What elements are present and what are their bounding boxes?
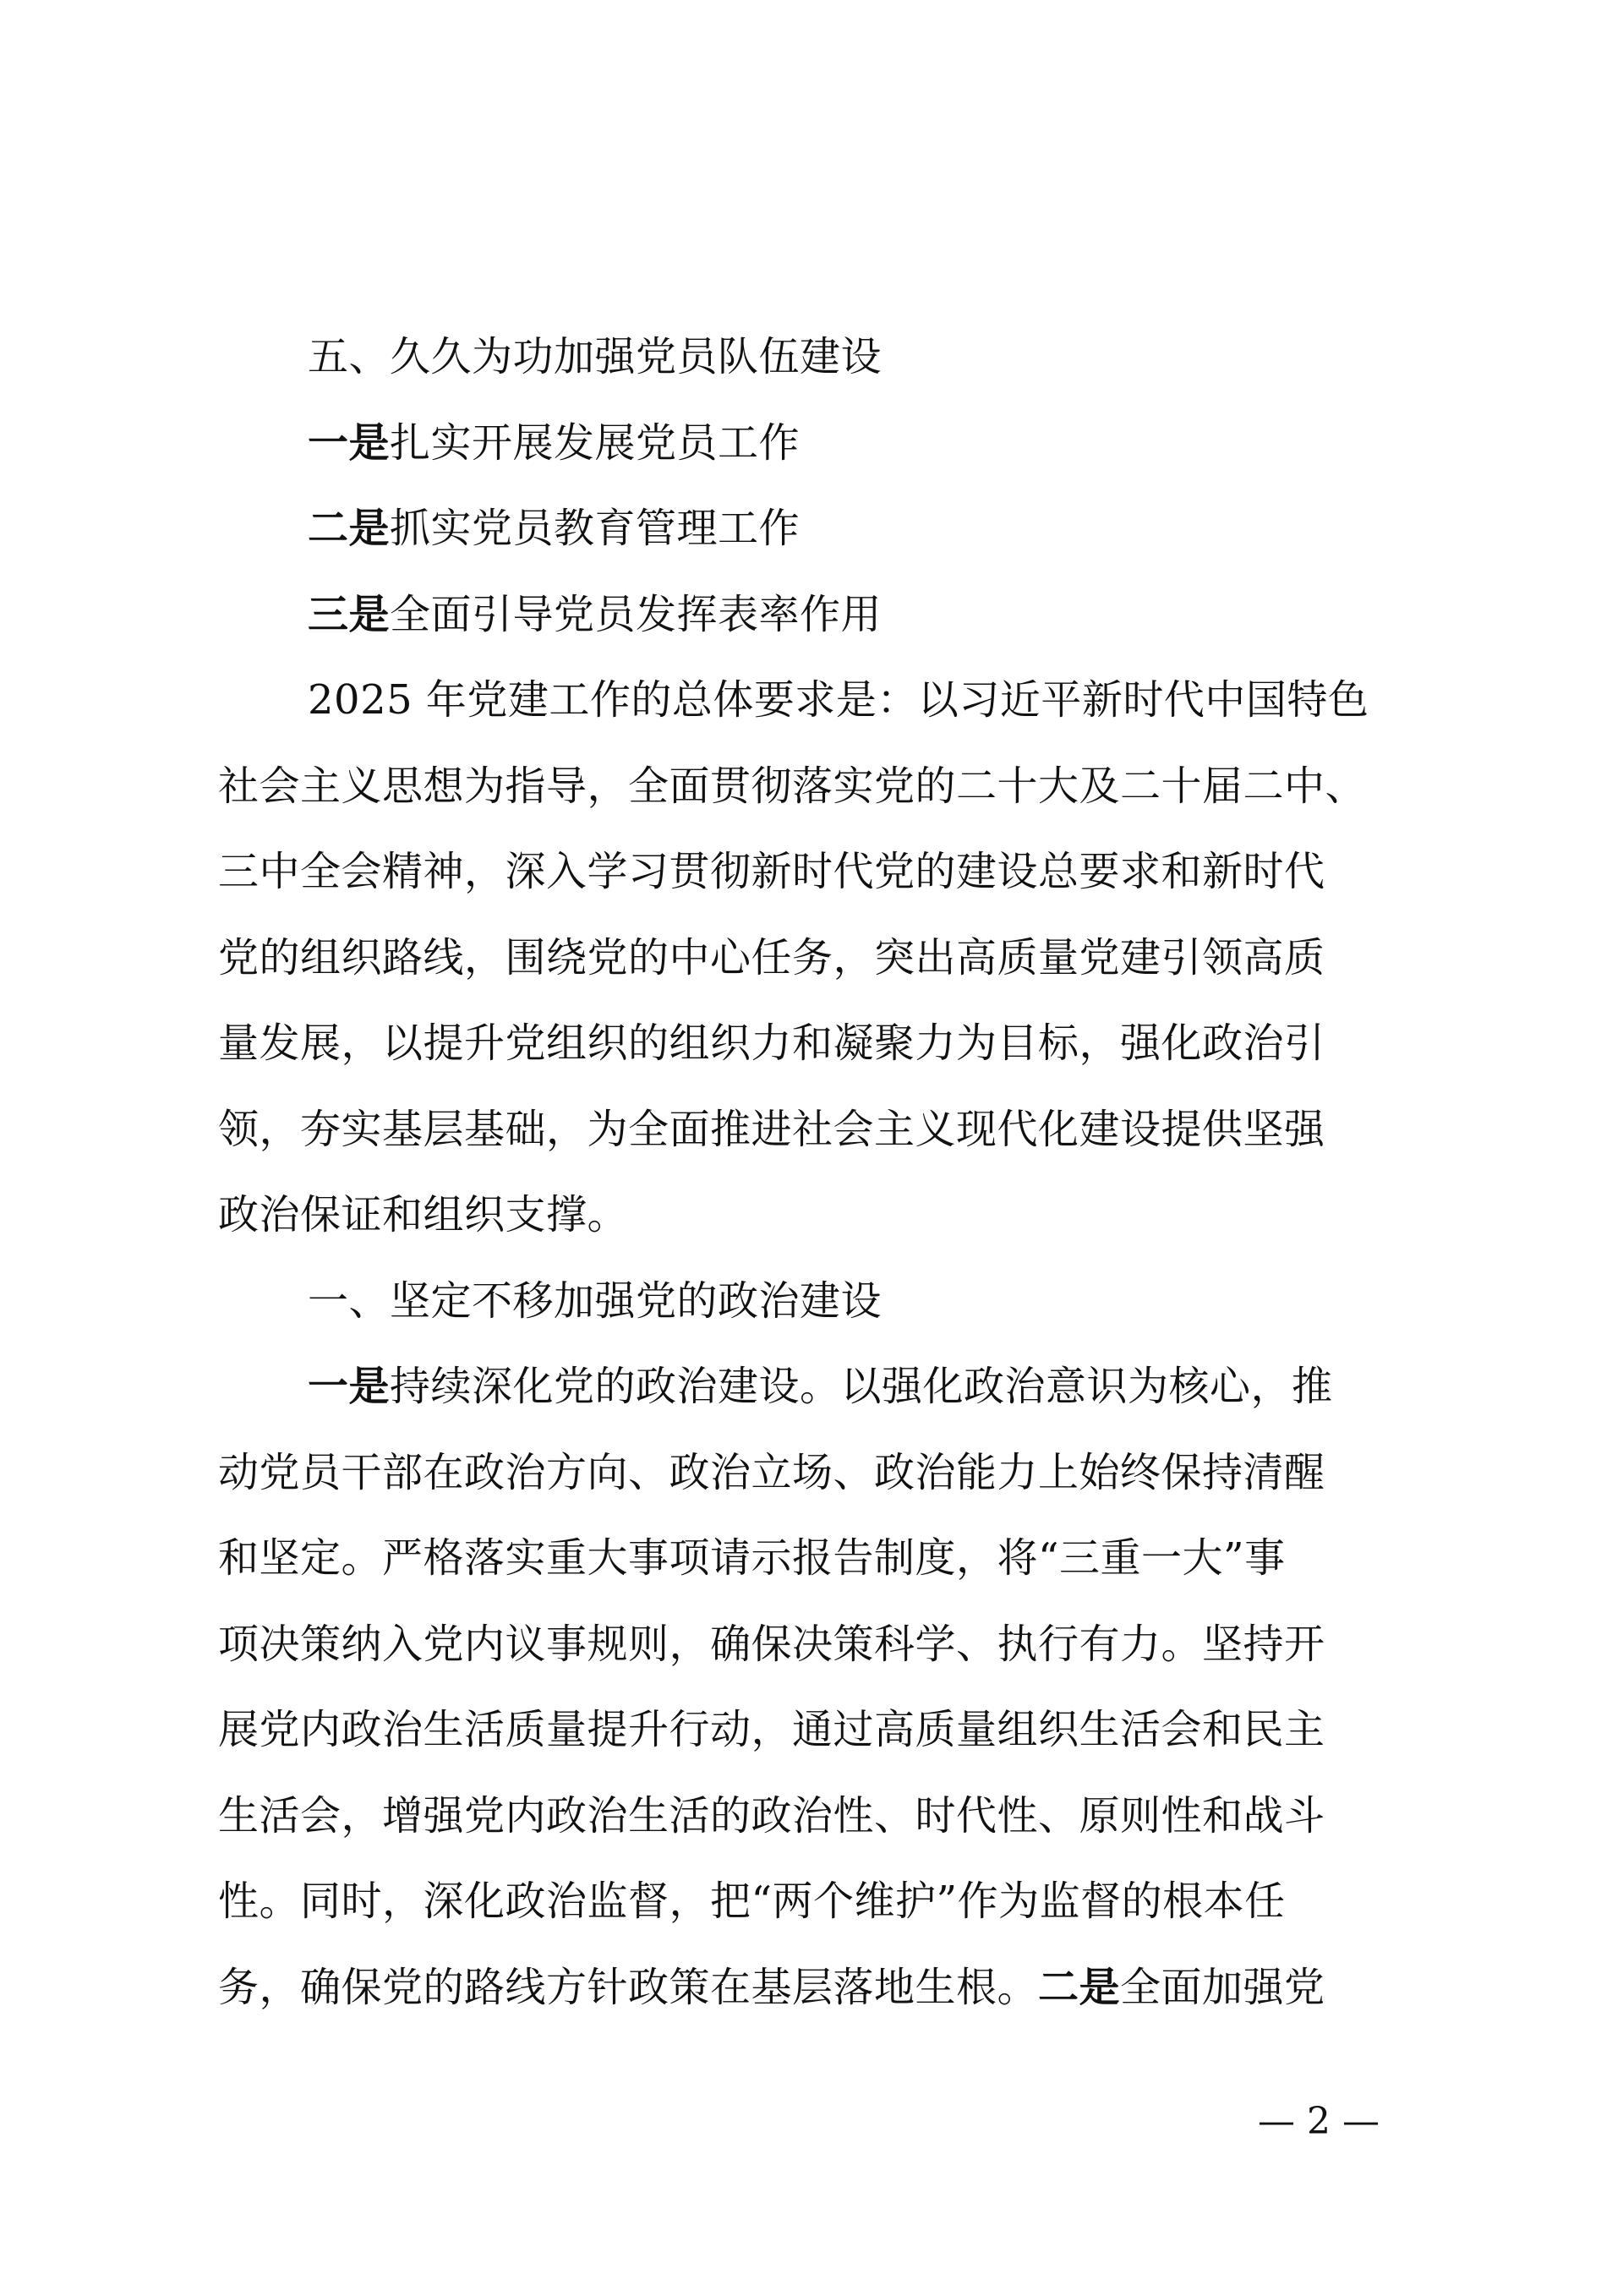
overview-line: 三中全会精神，深入学习贯彻新时代党的建设总要求和新时代 xyxy=(218,848,1325,895)
section-heading-five-text: 五、久久为功加强党员队伍建设 xyxy=(308,333,883,380)
overview-line: 政治保证和组织支撑。 xyxy=(218,1191,629,1238)
item-lead-bold: 二是 xyxy=(308,505,391,552)
item-lead-bold: 一是 xyxy=(308,418,391,467)
section-one-first-line xyxy=(218,1344,1418,1430)
overview-line: 2025 年党建工作的总体要求是：以习近平新时代中国特色 xyxy=(308,676,1369,724)
section-one-line: 和坚定。严格落实重大事项请示报告制度，将“三重一大”事 xyxy=(218,1534,1286,1582)
page-number: — 2 — xyxy=(1258,2100,1380,2143)
section-one-line: 展党内政治生活质量提升行动，通过高质量组织生活会和民主 xyxy=(218,1706,1325,1753)
section-one-line: 项决策纳入党内议事规则，确保决策科学、执行有力。坚持开 xyxy=(218,1620,1325,1668)
section-one-last-line xyxy=(218,1945,1418,2031)
item-text: 务，确保党的路线方针政策在基层落地生根。 xyxy=(218,1963,1039,2011)
section-five-item-2 xyxy=(218,486,1418,572)
section-five-item-1 xyxy=(218,401,1418,487)
item-lead-bold: 一是 xyxy=(308,1363,391,1410)
item-text: 抓实党员教育管理工作 xyxy=(390,505,801,552)
item-text: 全面引导党员发挥表率作用 xyxy=(390,590,883,638)
overview-line: 量发展，以提升党组织的组织力和凝聚力为目标，强化政治引 xyxy=(218,1020,1325,1067)
item-text: 全面加强党 xyxy=(1120,1963,1325,2011)
section-one-line: 性。同时，深化政治监督，把“两个维护”作为监督的根本任 xyxy=(218,1878,1286,1925)
section-heading-one xyxy=(218,1259,1418,1345)
section-five-item-3 xyxy=(218,572,1418,659)
overview-line: 领，夯实基层基础，为全面推进社会主义现代化建设提供坚强 xyxy=(218,1105,1325,1153)
section-one-line: 动党员干部在政治方向、政治立场、政治能力上始终保持清醒 xyxy=(218,1448,1325,1496)
document-body xyxy=(218,314,1418,2031)
item-lead-bold: 三是 xyxy=(308,590,391,638)
item-lead-bold: 二是 xyxy=(1038,1963,1121,2011)
item-text: 扎实开展发展党员工作 xyxy=(390,418,801,467)
section-one-line: 生活会，增强党内政治生活的政治性、时代性、原则性和战斗 xyxy=(218,1791,1325,1840)
section-heading-one-text: 一、坚定不移加强党的政治建设 xyxy=(308,1276,883,1325)
item-text: 持续深化党的政治建设。以强化政治意识为核心，推 xyxy=(390,1363,1333,1410)
overview-line: 社会主义思想为指导，全面贯彻落实党的二十大及二十届二中、 xyxy=(218,762,1367,810)
overview-line: 党的组织路线，围绕党的中心任务，突出高质量党建引领高质 xyxy=(218,933,1325,981)
section-heading-five xyxy=(218,314,1418,401)
